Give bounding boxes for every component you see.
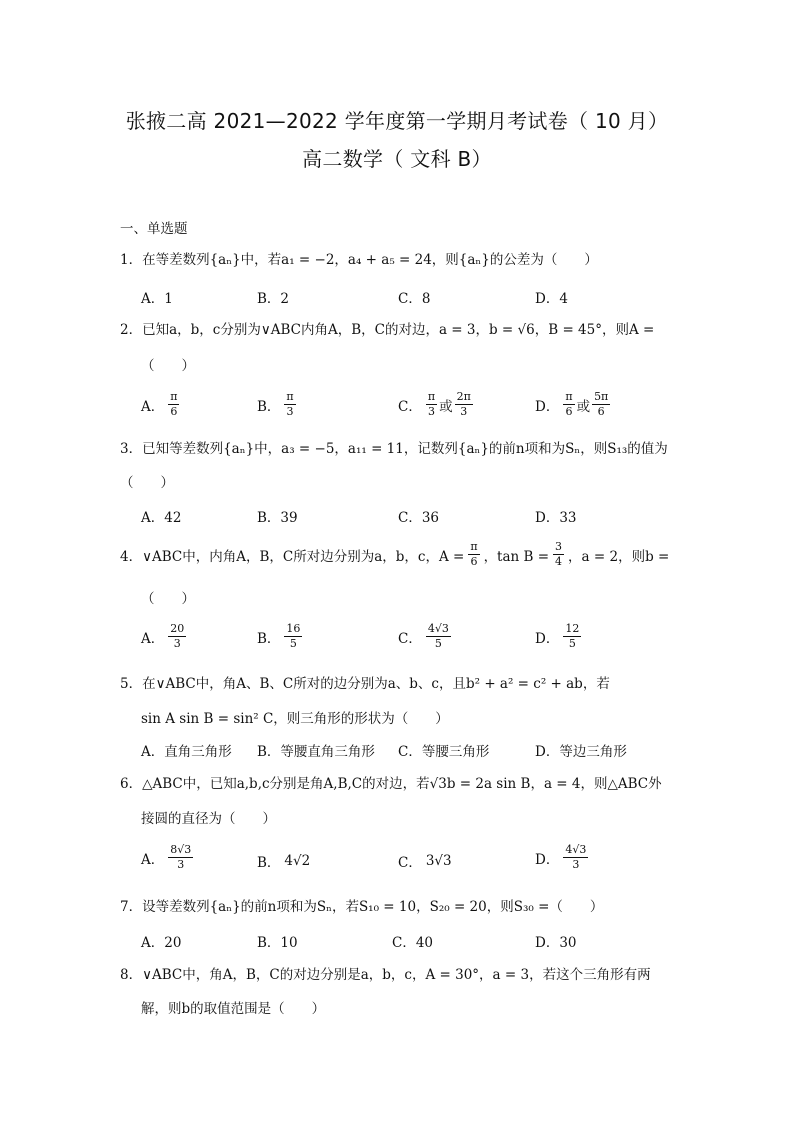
question-4-text-a: 4．∨ABC中，内角A，B，C所对边分别为a，b，c，A = (120, 548, 465, 565)
q2-option-b-letter: B． (257, 398, 281, 415)
q5-option-c: C．等腰三角形 (398, 744, 490, 760)
q2-option-d-fraction-2: $\frac{5\pi}{6}$ (594, 390, 609, 418)
q6-option-b-letter: B． (257, 855, 281, 871)
question-4-text (120, 540, 669, 569)
q2-option-b (257, 390, 296, 419)
q2-option-c-fraction-2: $\frac{2\pi}{3}$ (456, 390, 471, 418)
q6-option-c (398, 851, 452, 871)
q4-option-b (257, 622, 302, 651)
section-heading: 一、单选题 (120, 221, 188, 237)
q6-option-a-fraction: $\frac{8√3}{3}$ (170, 843, 192, 871)
q4-option-c-fraction: $\frac{4√3}{5}$ (427, 622, 449, 650)
q6-option-d-letter: D． (535, 851, 560, 868)
question-8-text: 8．∨ABC中，角A，B，C的对边分别是a，b，c，A = 30°，a = 3，若这个三角形有两 (120, 967, 651, 983)
question-2-paren: （ ） (141, 358, 195, 374)
q4-option-c (398, 622, 451, 651)
question-4-fraction-b: $\frac{3}{4}$ (555, 540, 563, 568)
question-8-text-cont: 解，则b的取值范围是（ ） (141, 1001, 326, 1017)
q4-option-a (141, 622, 186, 651)
q1-option-b: B．2 (257, 291, 290, 307)
question-6-text: 6．△ABC中，已知a,b,c分别是角A,B,C的对边，若√3b = 2a sin B，a = 4，则△ABC外 (120, 776, 662, 792)
q6-option-b (257, 851, 310, 871)
q2-option-a (141, 390, 179, 419)
q6-option-a-letter: A． (141, 851, 165, 868)
q4-option-d-fraction: $\frac{12}{5}$ (565, 622, 580, 650)
q7-option-c: C．40 (392, 935, 434, 951)
q2-option-c-fraction-1: $\frac{\pi}{3}$ (427, 390, 436, 418)
q1-option-d: D．4 (535, 291, 568, 307)
question-6-text-cont: 接圆的直径为（ ） (141, 811, 276, 827)
q2-option-c-letter: C． (398, 398, 422, 415)
q1-option-a: A．1 (141, 291, 173, 307)
q3-option-a: A．42 (141, 510, 182, 526)
question-4-text-c: ，a = 2，则b = (568, 548, 670, 565)
q5-option-d: D．等边三角形 (535, 744, 627, 760)
q7-option-b: B．10 (257, 935, 298, 951)
q4-option-d (535, 622, 581, 651)
q4-option-a-letter: A． (141, 630, 165, 647)
q2-option-d-fraction-1: $\frac{\pi}{6}$ (565, 390, 573, 418)
q3-option-c: C．36 (398, 510, 440, 526)
question-5-text-cont: sin A sin B = sin² C，则三角形的形状为（ ） (141, 711, 449, 727)
question-4-paren: （ ） (141, 591, 195, 607)
q6-option-c-value: 3√3 (425, 853, 452, 869)
q2-option-c (398, 390, 473, 419)
q1-option-c: C．8 (398, 291, 431, 307)
q6-option-d (535, 843, 588, 872)
q5-option-a: A．直角三角形 (141, 744, 232, 760)
q7-option-d: D．30 (535, 935, 577, 951)
q3-option-d: D．33 (535, 510, 577, 526)
q2-option-c-or: 或 (439, 398, 453, 415)
q2-option-b-fraction: $\frac{\pi}{3}$ (286, 390, 294, 418)
q6-option-c-letter: C． (398, 855, 422, 871)
q4-option-c-letter: C． (398, 630, 422, 647)
question-5-text: 5．在∨ABC中，角A、B、C所对的边分别为a、b、c，且b² + a² = c² + ab，若 (120, 676, 610, 692)
q2-option-d (535, 390, 610, 419)
question-4-text-b: ，tan B = (483, 548, 550, 565)
q7-option-a: A．20 (141, 935, 182, 951)
q2-option-a-fraction: $\frac{\pi}{6}$ (170, 390, 178, 418)
q6-option-b-value: 4√2 (284, 853, 311, 869)
q4-option-d-letter: D． (535, 630, 560, 647)
question-3-paren: （ ） (120, 475, 174, 491)
question-1-text: 1．在等差数列{aₙ}中，若a₁ = −2，a₄ + a₅ = 24，则{aₙ}的公差为（ ） (120, 252, 598, 268)
q2-option-d-letter: D． (535, 398, 560, 415)
q6-option-d-fraction: $\frac{4√3}{3}$ (565, 843, 587, 871)
question-7-text: 7．设等差数列{aₙ}的前n项和为Sₙ，若S₁₀ = 10，S₂₀ = 20，则S₃₀ =（ ） (120, 899, 604, 915)
question-2-text: 2．已知a，b，c分别为∨ABC内角A，B，C的对边，a = 3，b = √6，B = 45°，则A = (120, 322, 655, 338)
question-3-text: 3．已知等差数列{aₙ}中，a₃ = −5，a₁₁ = 11，记数列{aₙ}的前n项和为Sₙ，则S₁₃的值为 (120, 441, 668, 457)
q5-option-b: B．等腰直角三角形 (257, 744, 375, 760)
q2-option-a-letter: A． (141, 398, 165, 415)
q2-option-d-or: 或 (576, 398, 591, 415)
q6-option-a (141, 843, 193, 872)
exam-subtitle: 高二数学（ 文科 B） (302, 147, 492, 171)
q4-option-b-fraction: $\frac{16}{5}$ (286, 622, 301, 650)
q3-option-b: B．39 (257, 510, 298, 526)
question-4-fraction-a: $\frac{\pi}{6}$ (470, 540, 478, 568)
q4-option-a-fraction: $\frac{20}{3}$ (170, 622, 185, 650)
q4-option-b-letter: B． (257, 630, 281, 647)
exam-title: 张掖二高 2021—2022 学年度第一学期月考试卷（ 10 月） (125, 109, 669, 133)
